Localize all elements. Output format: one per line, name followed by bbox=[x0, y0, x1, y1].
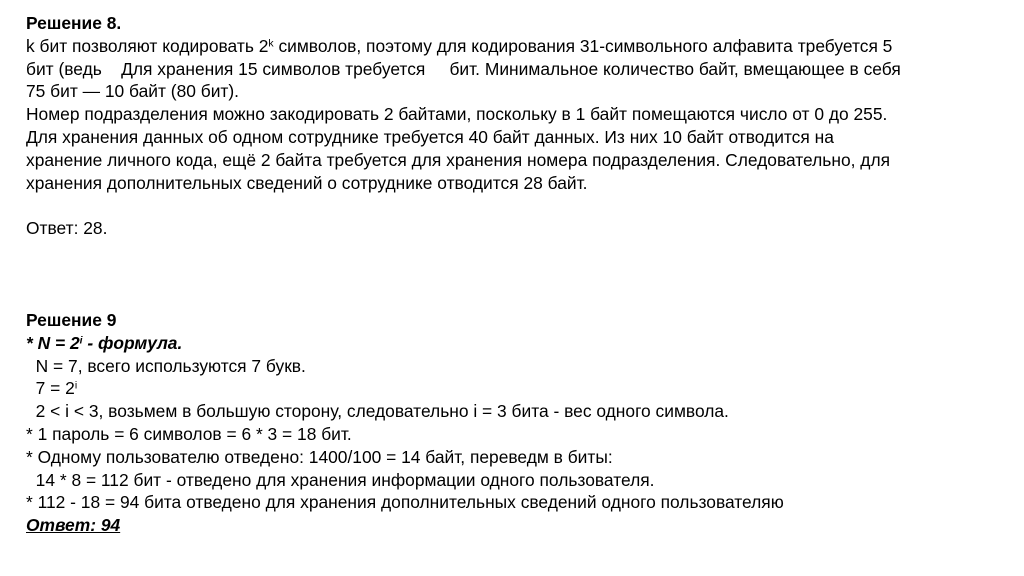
superscript: k bbox=[268, 38, 274, 50]
solution-8-line-4: Номер подразделения можно закодировать 2 байтами, поскольку в 1 байт помещаются число от 0 до 255. bbox=[26, 104, 888, 125]
blank-line bbox=[26, 194, 1004, 217]
solution-8-title: Решение 8. bbox=[26, 13, 122, 33]
solution-8 bbox=[26, 12, 1004, 240]
solution-8-line-3: 75 бит — 10 байт (80 бит). bbox=[26, 81, 240, 102]
solution-8-line-2: бит (ведь Для хранения 15 символов требуется бит. Минимальное количество байт, вмещающее в себя bbox=[26, 58, 901, 79]
text: 7 = 2 bbox=[26, 378, 75, 399]
solution-8-line-7: хранения дополнительных сведений о сотруднике отводится 28 байт. bbox=[26, 172, 588, 193]
solution-9 bbox=[26, 309, 1004, 537]
solution-9-line-8: * 112 - 18 = 94 бита отведено для хранения дополнительных сведений одного пользователяю bbox=[26, 492, 784, 513]
text: - формула. bbox=[82, 332, 183, 353]
solution-9-formula bbox=[26, 332, 1004, 355]
solution-9-line-6: * Одному пользователю отведено: 1400/100 = 14 байт, переведм в биты: bbox=[26, 446, 613, 467]
text: k бит позволяют кодировать 2 bbox=[26, 35, 269, 56]
text: * N = 2 bbox=[26, 332, 80, 353]
solution-8-line-5: Для хранения данных об одном сотруднике требуется 40 байт данных. Из них 10 байт отводится на bbox=[26, 126, 834, 147]
solution-9-line-5: * 1 пароль = 6 символов = 6 * 3 = 18 бит. bbox=[26, 423, 352, 444]
solution-9-line-2: N = 7, всего используются 7 букв. bbox=[26, 355, 306, 376]
solution-8-answer: Ответ: 28. bbox=[26, 218, 108, 239]
text: символов, поэтому для кодирования 31-символьного алфавита требуется 5 bbox=[273, 35, 893, 56]
solution-9-line-3 bbox=[26, 377, 1004, 400]
solution-9-title: Решение 9 bbox=[26, 310, 117, 330]
superscript: i bbox=[74, 380, 78, 392]
solution-9-answer: Ответ: 94 bbox=[26, 515, 121, 536]
solution-8-line-1 bbox=[26, 35, 1004, 58]
superscript: i bbox=[79, 335, 83, 347]
solution-9-line-4: 2 < i < 3, возьмем в большую сторону, следовательно i = 3 бита - вес одного символа. bbox=[26, 401, 729, 422]
solution-9-line-7: 14 * 8 = 112 бит - отведено для хранения информации одного пользователя. bbox=[26, 469, 655, 490]
solution-8-line-6: хранение личного кода, ещё 2 байта требуется для хранения номера подразделения. Следовательно, для bbox=[26, 149, 891, 170]
